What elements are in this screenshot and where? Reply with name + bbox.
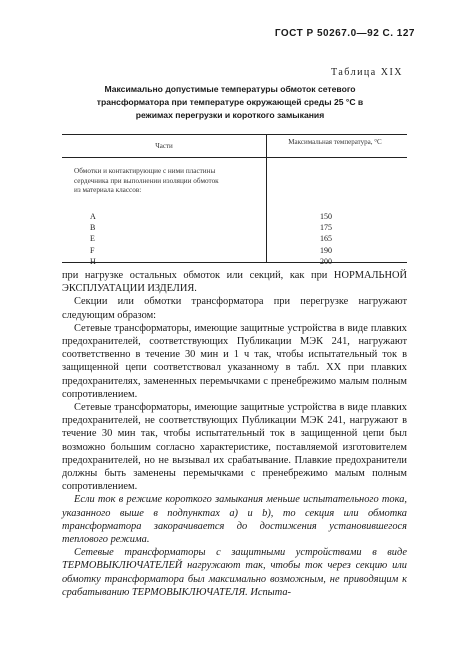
table-column-divider <box>266 134 267 262</box>
temp-value: 150 <box>320 212 332 221</box>
paragraph: при нагрузке остальных обмоток или секций, как при НОРМАЛЬНОЙ ЭКСПЛУАТАЦИИ ИЗДЕЛИЯ. <box>62 270 407 295</box>
table-bottom-rule <box>62 262 407 263</box>
body-text <box>62 269 407 599</box>
table-top-rule <box>62 134 407 135</box>
temp-value: 200 <box>320 256 332 266</box>
table-header-rule <box>62 157 407 158</box>
temp-value: 165 <box>320 234 332 244</box>
table-class-list <box>90 211 96 267</box>
paragraph: Если ток в режиме короткого замыкания меньше испытательного тока, указанного выше в подпунктах a) и b), то секция или обмотка трансформатора закорачивается до достижения установившегося теплового режима. <box>62 494 407 546</box>
page-header: ГОСТ Р 50267.0—92 С. 127 <box>274 28 415 39</box>
temp-value: 175 <box>320 223 332 233</box>
class-label: H <box>90 256 96 266</box>
table-col-parts-header: Части <box>155 142 173 150</box>
table-value-list <box>306 211 346 267</box>
table-label: Таблица XIX <box>330 67 403 78</box>
paragraph: Сетевые трансформаторы с защитными устройствами в виде ТЕРМОВЫКЛЮЧАТЕЛЕЙ нагружают так, чтобы ток через секцию или обмотку трансформатора был максимально возможным, не приводящим к срабатыванию ТЕРМОВЫКЛЮЧАТЕЛЯ. Испыта- <box>62 547 407 598</box>
class-label: E <box>90 234 95 244</box>
temp-value: 190 <box>320 245 332 255</box>
table-col-temp-header: Максимальная температура, °С <box>288 138 382 146</box>
class-label: A <box>90 212 96 221</box>
paragraph: Сетевые трансформаторы, имеющие защитные устройства в виде плавких предохранителей, не соответствующих Публикации МЭК 241, нагружают в течение 30 мин так, чтобы испытательный ток в защищенной цепи был возможно большим согласно характеристике, поставляемой изготовителем предохранителей, но не вызывал их срабатывание. Плавкие предохранители должны быть заменены перемычками с пренебрежимо малым полным сопротивлением. <box>62 402 407 493</box>
class-label: F <box>90 245 95 255</box>
class-label: B <box>90 223 96 233</box>
table-caption: Максимально допустимые температуры обмоток сетевого трансформатора при температуре окружающей среды 25 °С в режимах перегрузки и короткого замыкания <box>96 84 364 120</box>
paragraph: Секции или обмотки трансформатора при перегрузке нагружают следующим образом: <box>62 296 407 321</box>
paragraph: Сетевые трансформаторы, имеющие защитные устройства в виде плавких предохранителей, соответствующих Публикации МЭК 241, нагружают соответственно в течение 30 мин и 1 ч так, чтобы испытательный ток в защищенной цепи соответствовал указанному в табл. XX при плавких предохранителях, замененных перемычками с пренебрежимо малым полным сопротивлением. <box>62 322 407 400</box>
table-row-description: Обмотки и контактирующие с ними пластины сердечника при выполнении изоляции обмоток из материала классов: <box>74 167 219 195</box>
